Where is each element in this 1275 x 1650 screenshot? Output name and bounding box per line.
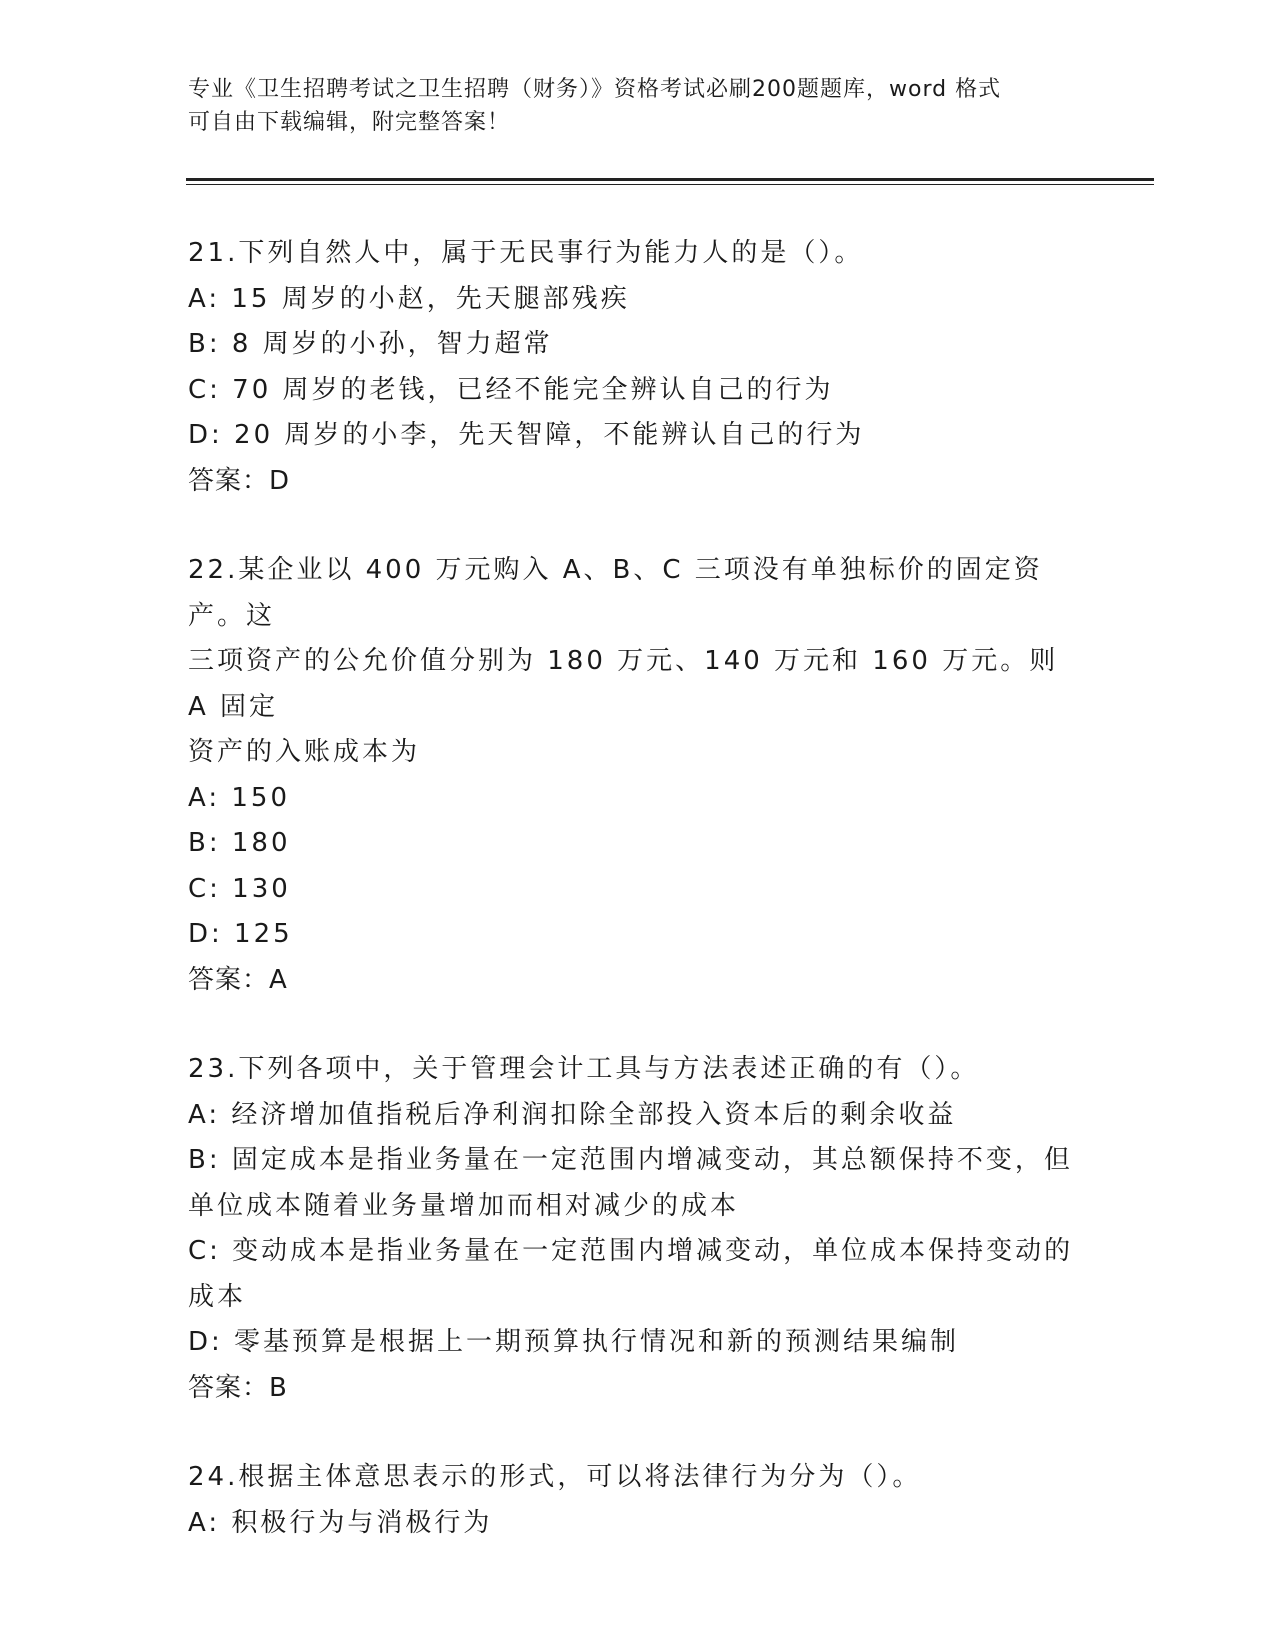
question-stem-line: 资产的入账成本为	[188, 737, 421, 767]
option-b: B: 8 周岁的小孙，智力超常	[188, 329, 553, 359]
document-header	[188, 73, 1088, 139]
option-c: C: 130	[188, 873, 291, 904]
question-stem-line: 24.根据主体意思表示的形式，可以将法律行为分为（）。	[188, 1462, 922, 1492]
option-a: A: 经济增加值指税后净利润扣除全部投入资本后的剩余收益	[188, 1099, 957, 1130]
answer-label: 答案：A	[188, 964, 288, 995]
answer-label: 答案：D	[188, 465, 291, 496]
option-c-continued: 成本	[188, 1281, 247, 1312]
option-c: C: 变动成本是指业务量在一定范围内增减变动，单位成本保持变动的	[188, 1236, 1074, 1266]
header-divider-thick	[186, 178, 1154, 181]
option-d: D: 零基预算是根据上一期预算执行情况和新的预测结果编制	[188, 1327, 960, 1357]
question-stem-line: 三项资产的公允价值分别为 180 万元、140 万元和 160 万元。则 A 固定	[188, 646, 1070, 722]
option-a: A: 150	[188, 782, 290, 813]
option-b: B: 固定成本是指业务量在一定范围内增减变动，其总额保持不变，但	[188, 1145, 1073, 1175]
option-a: A: 15 周岁的小赵，先天腿部残疾	[188, 283, 630, 314]
question-21	[188, 231, 1088, 504]
answer-label: 答案：B	[188, 1372, 288, 1403]
option-d: D: 125	[188, 919, 293, 949]
question-list	[188, 231, 1088, 1590]
question-stem-line: 22.某企业以 400 万元购入 A、B、C 三项没有单独标价的固定资产。这	[188, 555, 1043, 631]
option-d: D: 20 周岁的小李，先天智障，不能辨认自己的行为	[188, 420, 865, 450]
question-24	[188, 1455, 1088, 1546]
question-23	[188, 1047, 1088, 1411]
option-a: A: 积极行为与消极行为	[188, 1507, 493, 1538]
question-stem-line: 23.下列各项中，关于管理会计工具与方法表述正确的有（）。	[188, 1054, 980, 1084]
question-22	[188, 548, 1088, 1003]
header-divider-thin	[186, 184, 1154, 185]
question-stem-line: 21.下列自然人中，属于无民事行为能力人的是（）。	[188, 238, 864, 268]
option-c: C: 70 周岁的老钱，已经不能完全辨认自己的行为	[188, 374, 834, 405]
header-line-1: 专业《卫生招聘考试之卫生招聘（财务）》资格考试必刷200题题库，word 格式	[188, 77, 1002, 102]
option-b: B: 180	[188, 828, 291, 858]
option-b-continued: 单位成本随着业务量增加而相对减少的成本	[188, 1190, 740, 1221]
header-line-2: 可自由下载编辑，附完整答案！	[188, 110, 511, 135]
